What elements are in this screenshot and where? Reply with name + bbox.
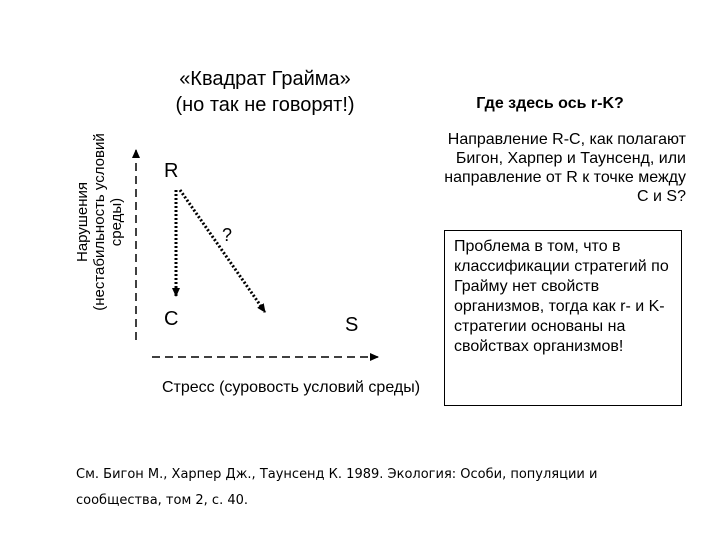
diagram-title: «Квадрат Грайма» (но так не говорят!): [175, 68, 355, 116]
problem-note-box: [444, 230, 682, 406]
corner-c-label: C: [164, 308, 179, 330]
reference-citation: См. Бигон М., Харпер Дж., Таунсенд К. 1989. Экология: Особи, популяции и сообщества, том 2, с. 40.: [76, 467, 598, 508]
arrow-r-to-cs: [180, 190, 265, 312]
x-axis-label: Стресс (суровость условий среды): [161, 379, 421, 396]
question-mark-label: ?: [222, 225, 233, 245]
r-k-axis-question: Где здесь ось r-K?: [476, 95, 624, 112]
problem-note-text: Проблема в том, что в классификации стратегий по Грайму нет свойств организмов, тогда как r- и K-стратегии основаны на свойствах организмов!: [454, 238, 669, 355]
y-axis-label: Нарушения (нестабильность условий среды): [74, 133, 125, 311]
corner-s-label: S: [345, 314, 359, 336]
direction-note: Направление R-C, как полагают Бигон, Харпер и Таунсенд, или направление от R к точке между C и S?: [444, 131, 686, 205]
corner-r-label: R: [164, 160, 179, 182]
